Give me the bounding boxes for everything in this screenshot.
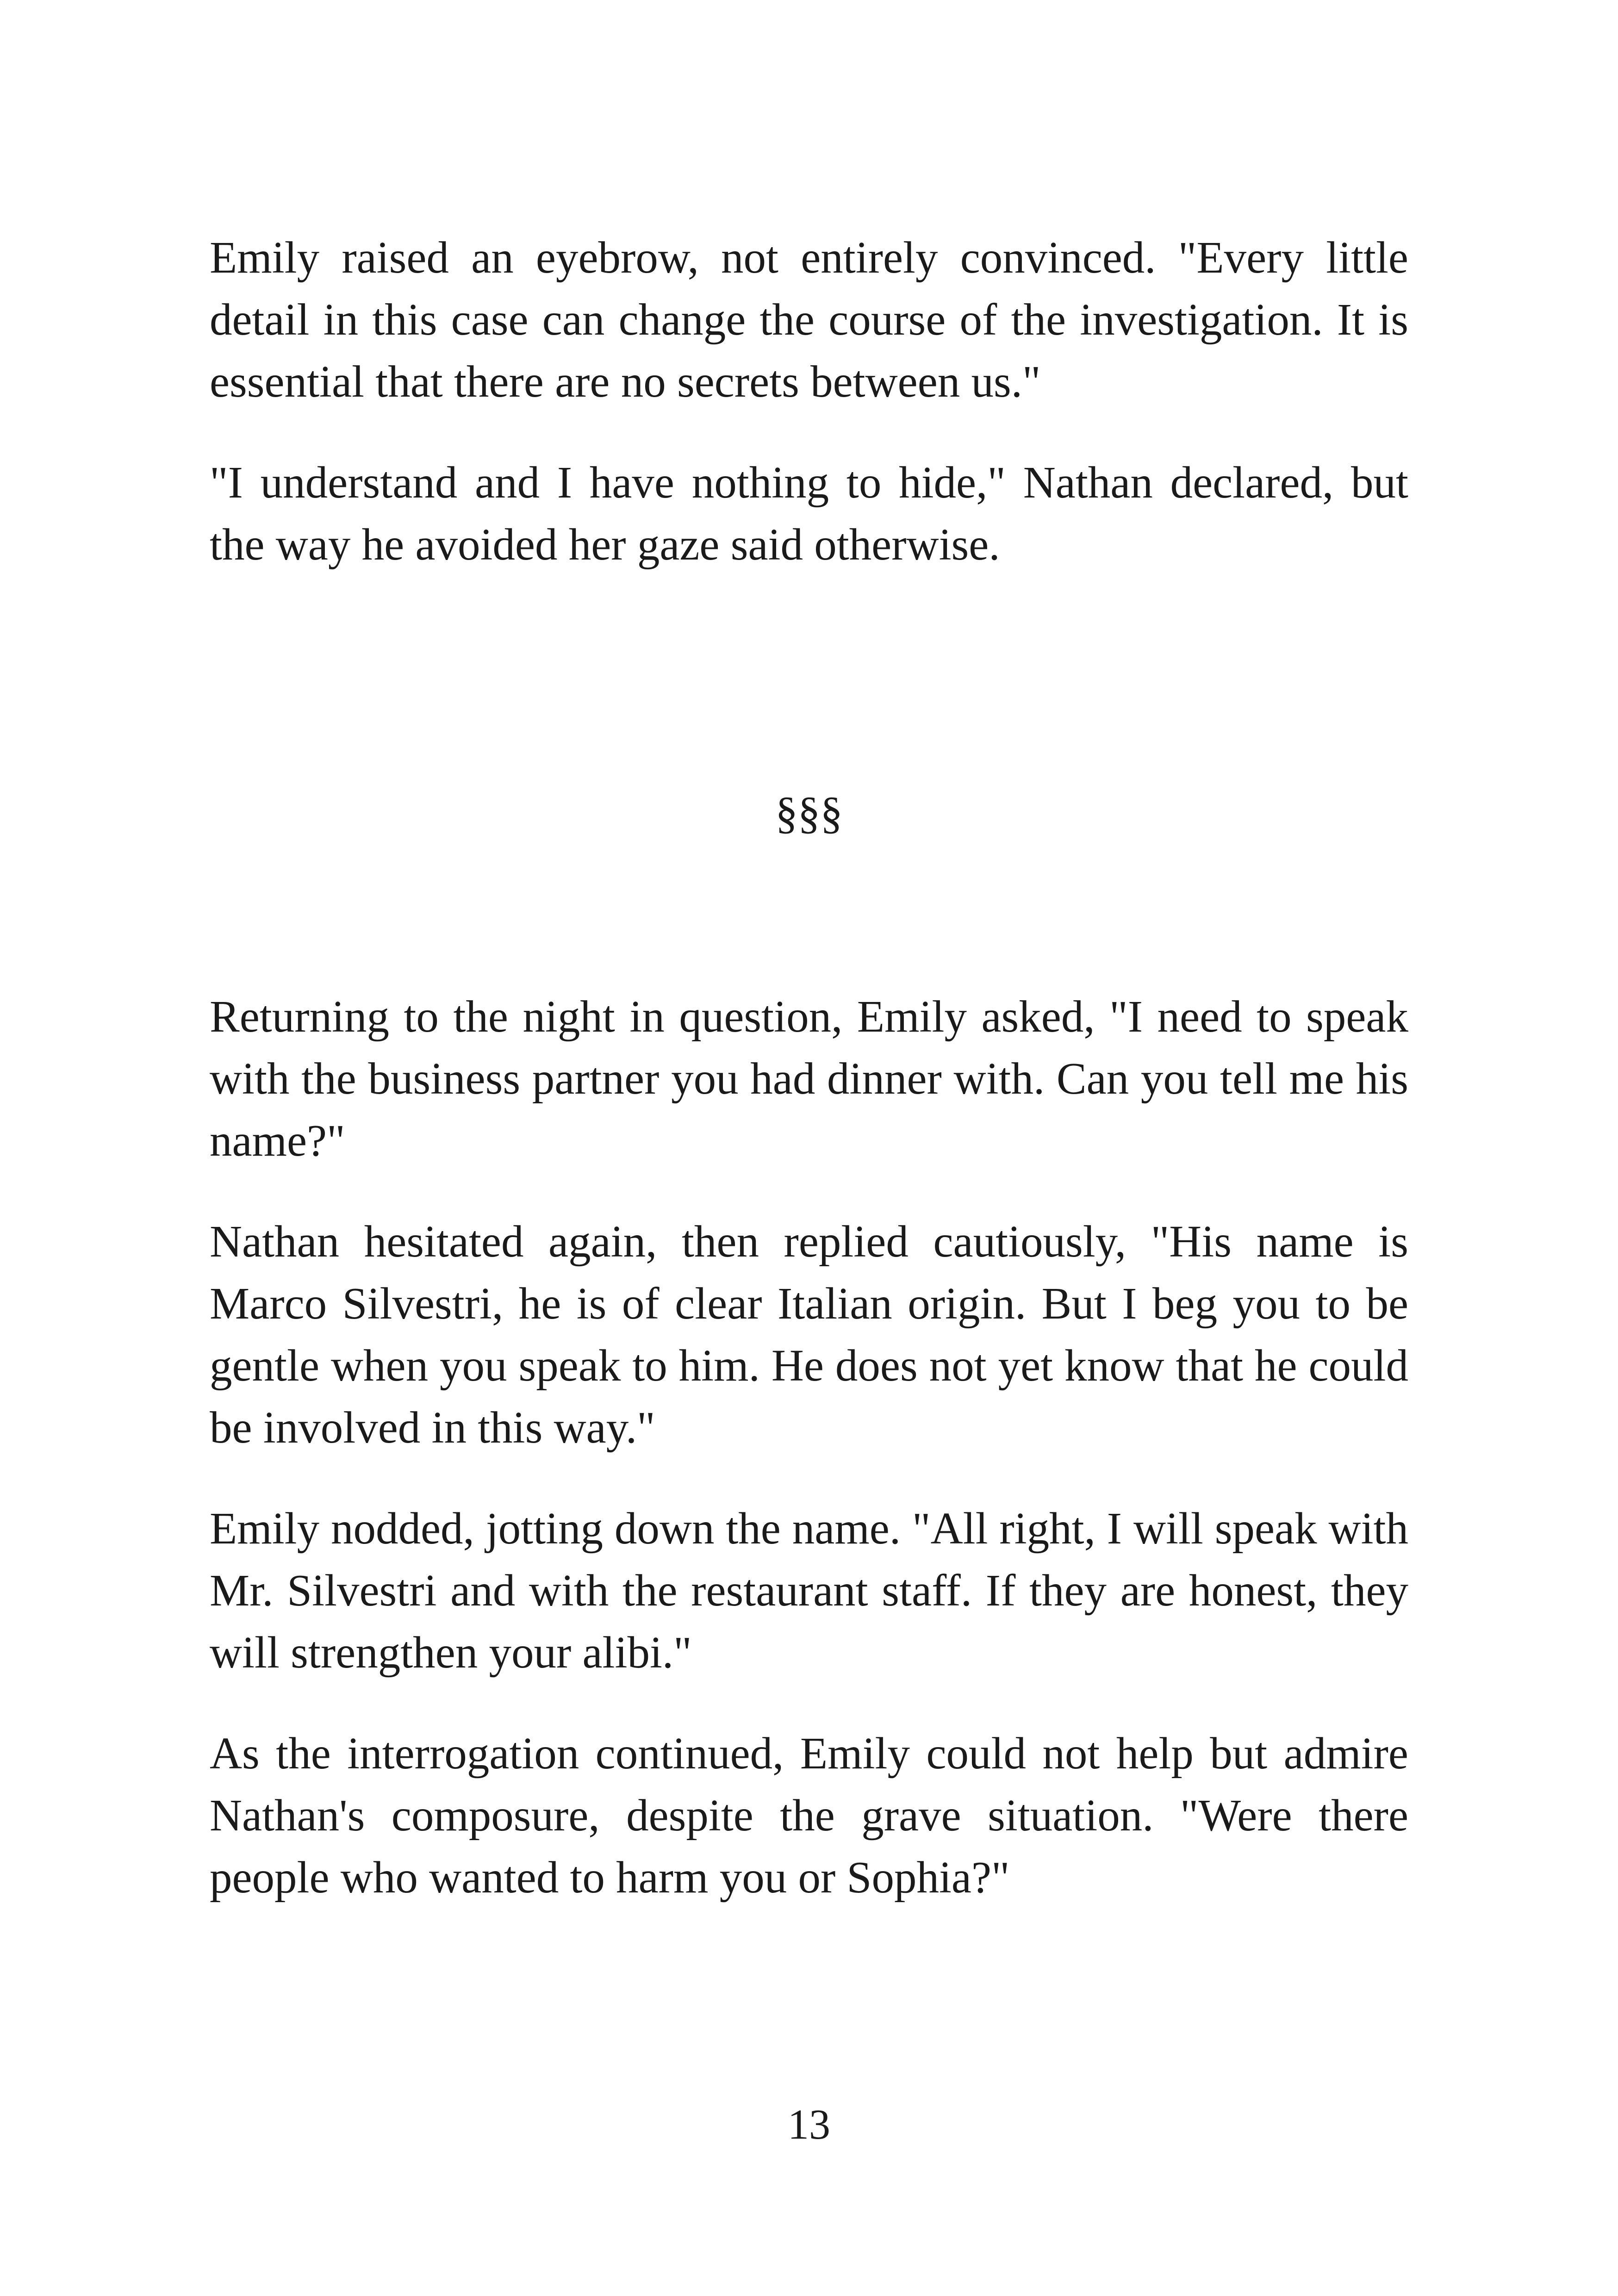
text-section-top — [210, 227, 1408, 576]
paragraph: Nathan hesitated again, then replied cautiously, "His name is Marco Silvestri, he is of clear Italian origin. But I beg you to be gentle when you speak to him. He does not yet know that he could be involved in this way." — [210, 1217, 1408, 1452]
section-separator: §§§ — [775, 788, 843, 838]
paragraph: Emily nodded, jotting down the name. "All right, I will speak with Mr. Silvestri and with the restaurant staff. If they are honest, they will strengthen your alibi." — [210, 1504, 1408, 1677]
paragraph: Emily raised an eyebrow, not entirely convinced. "Every little detail in this case can change the course of the investigation. It is essential that there are no secrets between us." — [210, 233, 1408, 406]
page-number: 13 — [788, 2101, 830, 2148]
paragraph: "I understand and I have nothing to hide," Nathan declared, but the way he avoided her gaze said otherwise. — [210, 458, 1408, 569]
paragraph: As the interrogation continued, Emily could not help but admire Nathan's composure, despite the grave situation. "Were there people who wanted to harm you or Sophia?" — [210, 1729, 1408, 1902]
text-section-bottom — [210, 986, 1408, 1948]
paragraph: Returning to the night in question, Emily asked, "I need to speak with the business partner you had dinner with. Can you tell me his name?" — [210, 992, 1408, 1165]
